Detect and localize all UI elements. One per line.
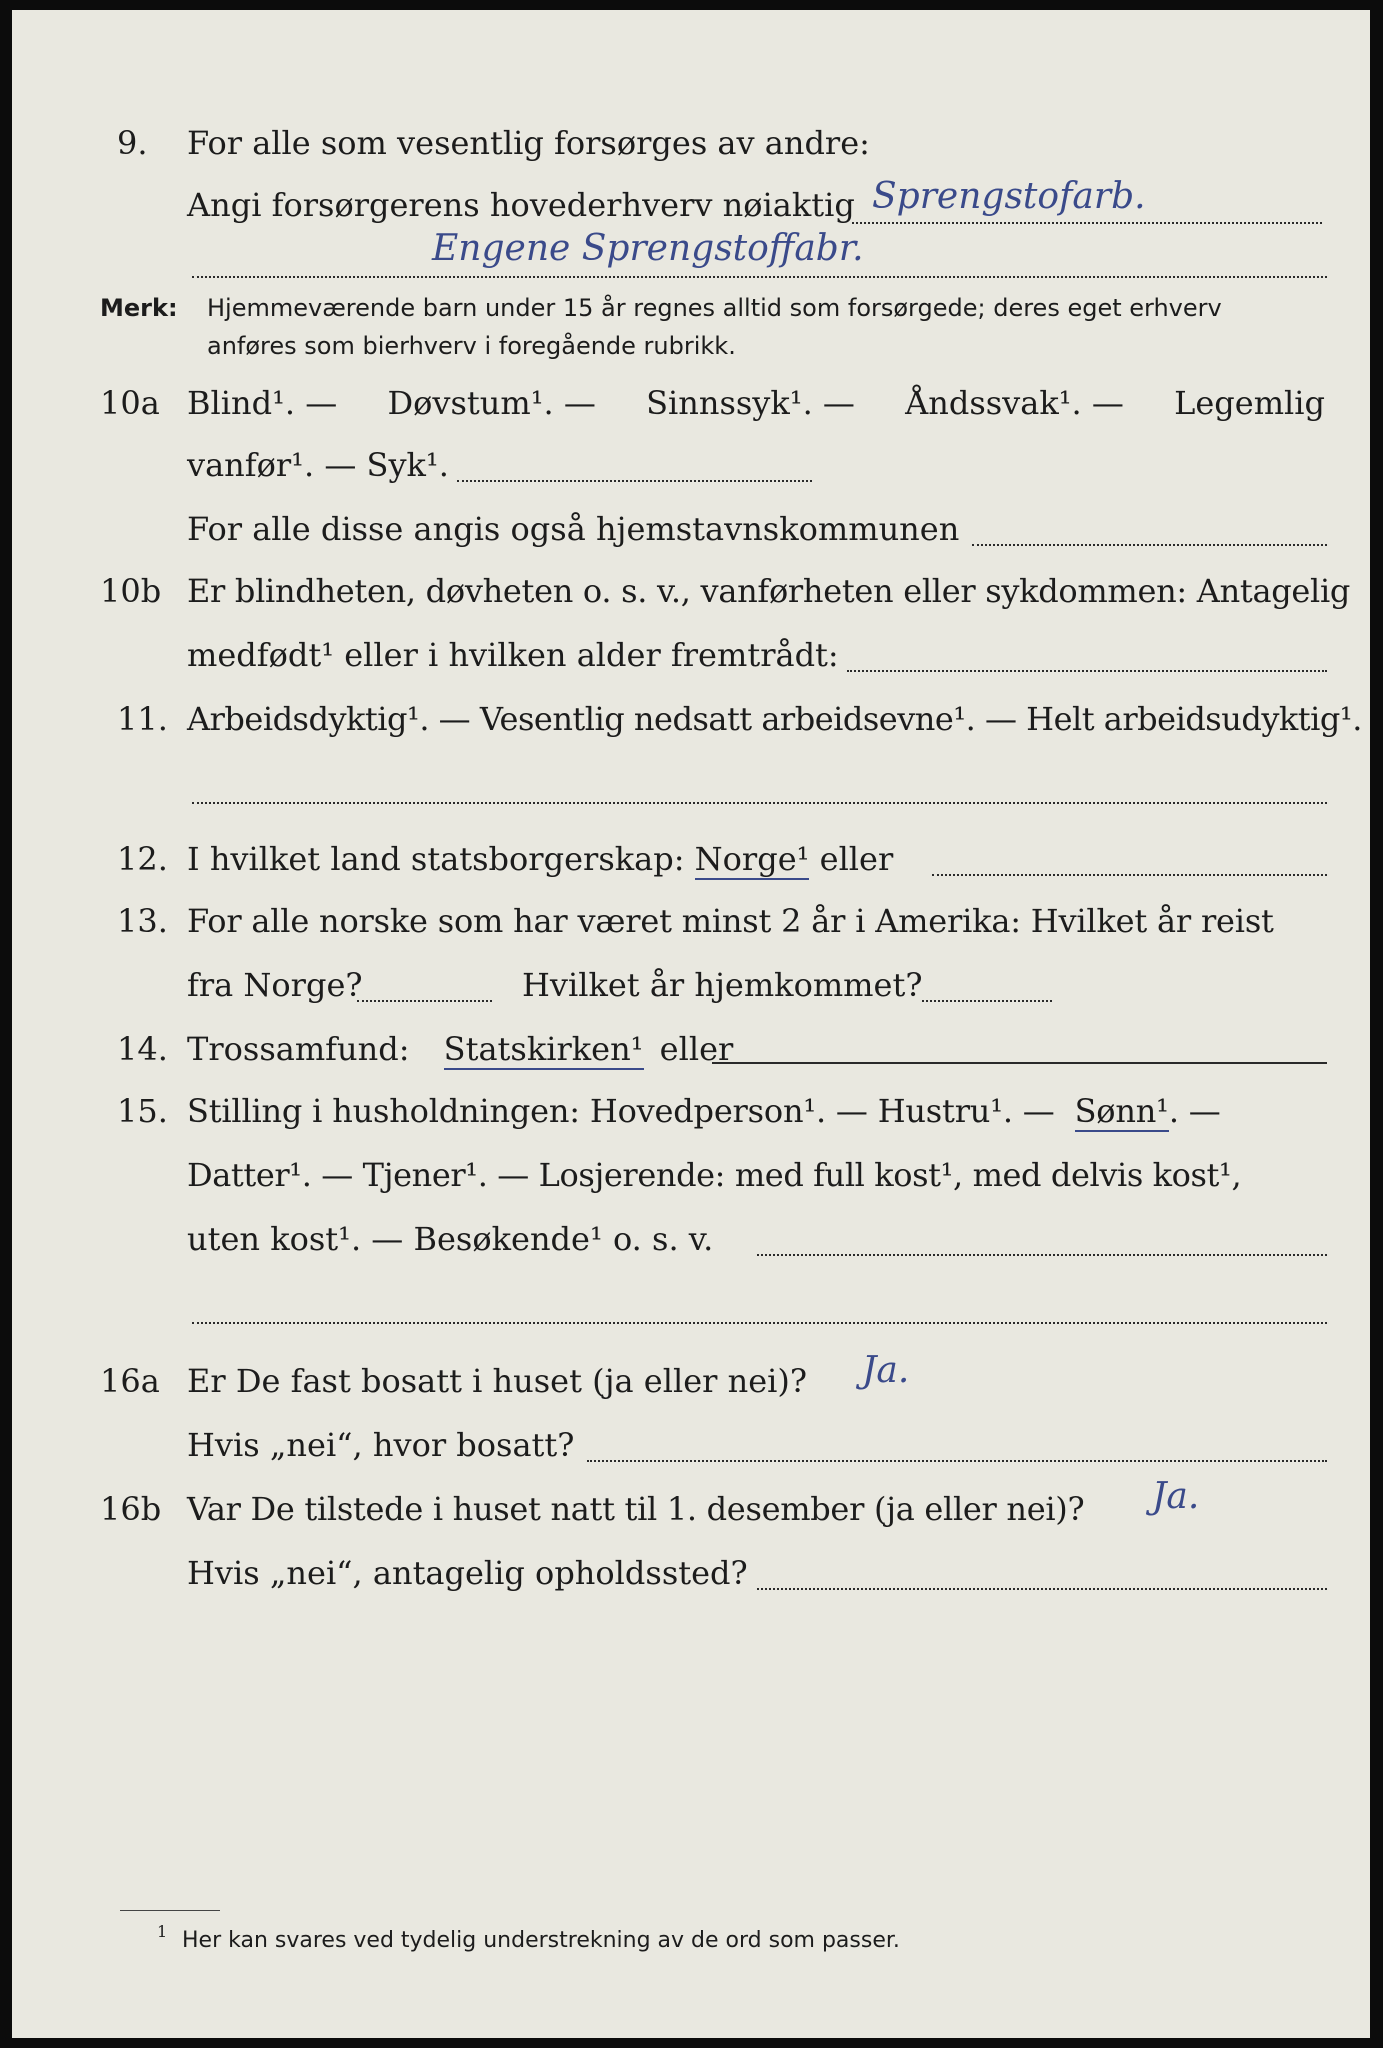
question-9-row-3 [12,228,1370,284]
merk-text-1: Hjemmeværende barn under 15 år regnes alltid som forsørgede; deres eget erhverv [207,294,1222,322]
question-10b-text-1: Er blindheten, døvheten o. s. v., vanførheten eller sykdommen: Antagelig [187,572,1351,610]
question-15-row-1 [12,1088,1370,1134]
question-15-row-2 [12,1152,1370,1198]
question-14-line [712,1062,1327,1064]
question-15-dash: . — [1168,1092,1221,1130]
question-16b-text: Var De tilstede i huset natt til 1. desember (ja eller nei)? [187,1490,1085,1528]
question-13-hjemkommet-label: Hvilket år hjemkommet? [522,966,923,1004]
question-10a-line-3 [972,544,1327,546]
question-9-number: 9. [117,124,148,162]
question-16a-text-2: Hvis „nei“, hvor bosatt? [187,1426,575,1464]
question-10a-number: 10a [100,384,160,422]
question-10a-options [187,380,1325,426]
question-16a-row-2 [12,1422,1370,1468]
question-13-row-2 [12,962,1370,1008]
question-14-text [187,1026,733,1072]
question-9-answer-2[interactable]: Engene Sprengstoffabr. [432,228,864,269]
question-9-answer-1[interactable]: Sprengstofarb. [872,176,1146,217]
question-12-or: eller [819,840,894,878]
footnote-rule [120,1910,220,1911]
question-13-reist-label: fra Norge? [187,966,363,1004]
question-13-row-1 [12,898,1370,944]
option-legemlig[interactable]: Legemlig [1174,384,1325,422]
question-16a-line [587,1460,1327,1462]
question-9-text: For alle som vesentlig forsørges av andre: [187,124,870,162]
answer-norge-underlined[interactable]: Norge¹ [694,840,810,878]
question-10a-text-2: vanfør¹. — Syk¹. [187,446,449,484]
question-15-text-2: Datter¹. — Tjener¹. — Losjerende: med full kost¹, med delvis kost¹, [187,1156,1242,1194]
question-15-text-1 [187,1088,1221,1134]
question-15-row-3 [12,1216,1370,1262]
question-13-number: 13. [117,902,168,940]
question-10b-row-1 [12,568,1370,614]
question-16b-number: 16b [100,1490,162,1528]
question-12-text [187,836,893,882]
question-13-hjemkommet-line [922,1000,1052,1002]
answer-statskirken-underlined[interactable]: Statskirken¹ [443,1030,644,1068]
question-11-text: Arbeidsdyktig¹. — Vesentlig nedsatt arbeidsevne¹. — Helt arbeidsudyktig¹. [187,700,1362,738]
question-10a-line-2 [457,480,812,482]
question-9-prompt: Angi forsørgerens hovederhverv nøiaktig [187,186,855,224]
question-12-prompt: I hvilket land statsborgerskap: [187,840,685,878]
footnote-marker: 1 [157,1922,168,1941]
question-12-line [932,874,1327,876]
question-10b-row-2 [12,632,1370,678]
question-10a-row-3 [12,506,1370,552]
question-15-answer-line [192,1322,1327,1324]
question-14-row [12,1026,1370,1072]
question-11-number: 11. [117,700,168,738]
question-16b-answer[interactable]: Ja. [1152,1476,1200,1517]
question-14-number: 14. [117,1030,168,1068]
footnote-text: Her kan svares ved tydelig understrekning av de ord som passer. [182,1928,900,1953]
question-15-options-1: Stilling i husholdningen: Hovedperson¹. — Hustru¹. — [187,1092,1055,1130]
question-16b-text-2: Hvis „nei“, antagelig opholdssted? [187,1554,748,1592]
question-9-answer-line-1 [852,222,1322,224]
question-16a-number: 16a [100,1362,160,1400]
question-11-answer-line [192,802,1327,804]
question-12-row [12,836,1370,882]
question-9-row-1 [12,120,1370,166]
option-dovstum[interactable]: Døvstum¹. — [387,384,596,422]
option-sinnssyk[interactable]: Sinnssyk¹. — [646,384,855,422]
merk-row-2 [12,328,1370,364]
question-16b-line [757,1588,1327,1590]
question-16a-text: Er De fast bosatt i huset (ja eller nei)? [187,1362,808,1400]
question-15-number: 15. [117,1092,168,1130]
question-14-label: Trossamfund: [187,1030,410,1068]
question-13-text-1: For alle norske som har været minst 2 år i Amerika: Hvilket år reist [187,902,1274,940]
question-16a-row-1 [12,1350,1370,1404]
question-15-text-3: uten kost¹. — Besøkende¹ o. s. v. [187,1220,714,1258]
question-10b-text-2: medfødt¹ eller i hvilken alder fremtrådt: [187,636,839,674]
question-10a-text-3: For alle disse angis også hjemstavnskommunen [187,510,960,548]
merk-text-2: anføres som bierhverv i foregående rubrikk. [207,332,736,360]
answer-sonn-underlined[interactable]: Sønn¹ [1074,1092,1169,1130]
question-10b-line [847,670,1327,672]
option-andssvak[interactable]: Åndssvak¹. — [905,384,1124,422]
question-16a-answer[interactable]: Ja. [862,1350,910,1391]
census-form-page [12,10,1370,2038]
question-9-answer-line-2 [192,276,1327,278]
question-10a-row-1 [12,380,1370,426]
question-9-row-2 [12,176,1370,228]
option-blind[interactable]: Blind¹. — [187,384,338,422]
question-10b-number: 10b [100,572,162,610]
merk-label: Merk: [100,294,178,322]
merk-row-1 [12,290,1370,326]
question-16b-row-1 [12,1476,1370,1532]
question-14-or: eller [659,1030,734,1068]
question-15-line-3 [757,1254,1327,1256]
question-13-reist-line [357,1000,492,1002]
question-16b-row-2 [12,1550,1370,1596]
question-11-row-1 [12,696,1370,742]
question-10a-row-2 [12,442,1370,488]
question-12-number: 12. [117,840,168,878]
